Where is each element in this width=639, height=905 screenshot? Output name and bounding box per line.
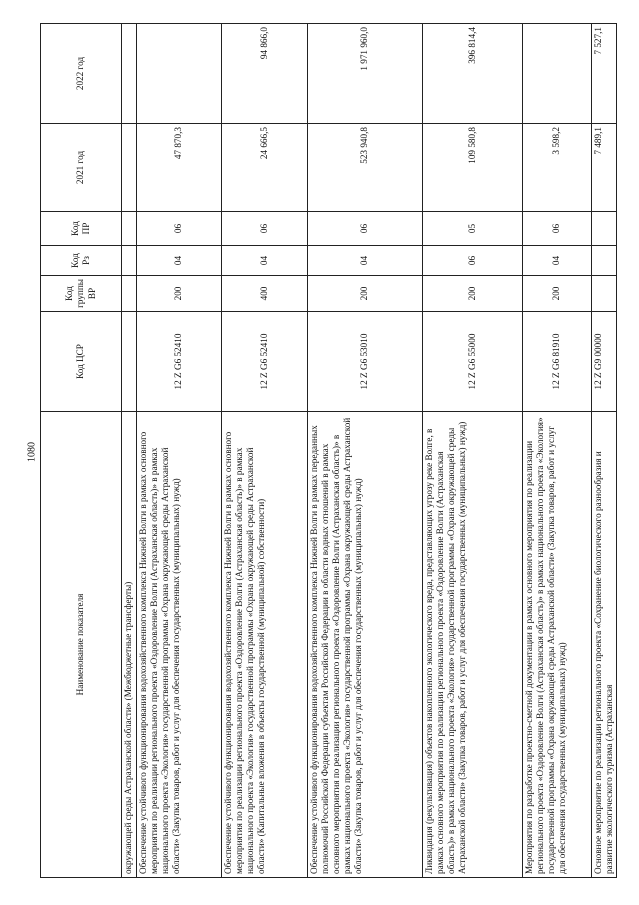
row-2022 (137, 24, 222, 124)
row-csr: 12 Z G6 52410 (137, 312, 222, 412)
header-vr: Код группы ВР (41, 276, 122, 312)
row-2022: 94 866,0 (222, 24, 308, 124)
row-vr: 200 (137, 276, 222, 312)
row-pr: 06 (137, 212, 222, 246)
row-vr: 200 (308, 276, 423, 312)
table-row (137, 24, 222, 878)
table-row (592, 24, 617, 878)
budget-table (40, 23, 617, 878)
row-pr: 05 (423, 212, 523, 246)
row-vr: 200 (523, 276, 592, 312)
row-rz: 04 (222, 246, 308, 276)
row-name: окружающей среды Астраханской области» (Межбюджетные трансферты) (122, 412, 137, 878)
row-2022 (523, 24, 592, 124)
header-name: Наименование показателя (41, 412, 122, 878)
row-2022: 7 527,1 (592, 24, 617, 124)
row-2021: 3 598,2 (523, 124, 592, 212)
row-2022 (122, 24, 137, 124)
table-row (523, 24, 592, 878)
row-name: Обеспечение устойчивого функционирования водохозяйственного комплекса Нижней Волги в рамках переданных полномочий Российской Федерации субъектам Российской Федерации в области водных отношений в рамках основного мероприятия по реализации регионального проекта «Оздоровление Волги (Астраханская область)» в рамках национального проекта «Экология» государственной программы «Охрана окружающей среды Астраханской области» (Закупка товаров, работ и услуг для обеспечения государственных (муниципальных) нужд) (308, 412, 423, 878)
row-name: Основное мероприятие по реализации регионального проекта «Сохранение биологического разнообразия и развитие экологического туризма (Астраханская (592, 412, 617, 878)
row-rz (592, 246, 617, 276)
row-2021: 47 870,3 (137, 124, 222, 212)
row-rz: 06 (423, 246, 523, 276)
header-row (41, 24, 122, 878)
document-sheet (40, 24, 615, 878)
page-number: 1080 (26, 442, 38, 462)
row-pr: 06 (523, 212, 592, 246)
row-rz: 04 (523, 246, 592, 276)
header-rz: Код Рз (41, 246, 122, 276)
table-row (122, 24, 137, 878)
row-2021: 523 940,8 (308, 124, 423, 212)
row-2021: 109 580,8 (423, 124, 523, 212)
row-name: Обеспечение устойчивого функционирования водохозяйственного комплекса Нижней Волги в рамках основного мероприятия по реализации регионального проекта «Оздоровление Волги (Астраханская область)» в рамках национального проекта «Экология» государственной программы «Охрана окружающей среды Астраханской области» (Капитальные вложения в объекты государственной (муниципальной) собственности) (222, 412, 308, 878)
row-pr: 06 (308, 212, 423, 246)
row-csr: 12 Z G9 00000 (592, 312, 617, 412)
row-vr (122, 276, 137, 312)
row-pr (592, 212, 617, 246)
row-rz: 04 (137, 246, 222, 276)
row-name: Ликвидация (рекультивация) объектов накопленного экологического вреда, представляющих угрозу реке Волге, в рамках основного мероприятия по реализации регионального проекта «Оздоровление Волги (Астраханская область)» в рамках национального проекта «Экология» государственной программы «Охрана окружающей среды Астраханской области» (Закупка товаров, работ и услуг для обеспечения государственных (муниципальных) нужд) (423, 412, 523, 878)
header-pr: Код ПР (41, 212, 122, 246)
row-2021: 7 489,1 (592, 124, 617, 212)
header-2022: 2022 год (41, 24, 122, 124)
row-rz (122, 246, 137, 276)
row-name: Обеспечение устойчивого функционирования водохозяйственного комплекса Нижней Волги в рамках основного мероприятия по реализации регионального проекта «Оздоровление Волги (Астраханская область)» в рамках национального проекта «Экология» государственной программы «Охрана окружающей среды Астраханской области» (Закупка товаров, работ и услуг для обеспечения государственных (муниципальных) нужд) (137, 412, 222, 878)
row-rz: 04 (308, 246, 423, 276)
table-row (308, 24, 423, 878)
row-name: Мероприятия по разработке проектно-сметной документации в рамках основного мероприятия по реализации регионального проекта «Оздоровление Волги (Астраханская область)» в рамках национального проекта «Экология» государственной программы «Охрана окружающей среды Астраханской области» (Закупка товаров, работ и услуг для обеспечения государственных (муниципальных) нужд) (523, 412, 592, 878)
row-csr: 12 Z G6 55000 (423, 312, 523, 412)
table-row (222, 24, 308, 878)
row-2022: 1 971 960,0 (308, 24, 423, 124)
row-vr (592, 276, 617, 312)
row-csr: 12 Z G6 52410 (222, 312, 308, 412)
row-2021 (122, 124, 137, 212)
row-2022: 396 814,4 (423, 24, 523, 124)
row-vr: 200 (423, 276, 523, 312)
row-pr (122, 212, 137, 246)
header-2021: 2021 год (41, 124, 122, 212)
header-csr: Код ЦСР (41, 312, 122, 412)
row-csr (122, 312, 137, 412)
row-csr: 12 Z G6 53010 (308, 312, 423, 412)
row-2021: 24 666,5 (222, 124, 308, 212)
row-csr: 12 Z G6 81910 (523, 312, 592, 412)
row-vr: 400 (222, 276, 308, 312)
table-row (423, 24, 523, 878)
row-pr: 06 (222, 212, 308, 246)
